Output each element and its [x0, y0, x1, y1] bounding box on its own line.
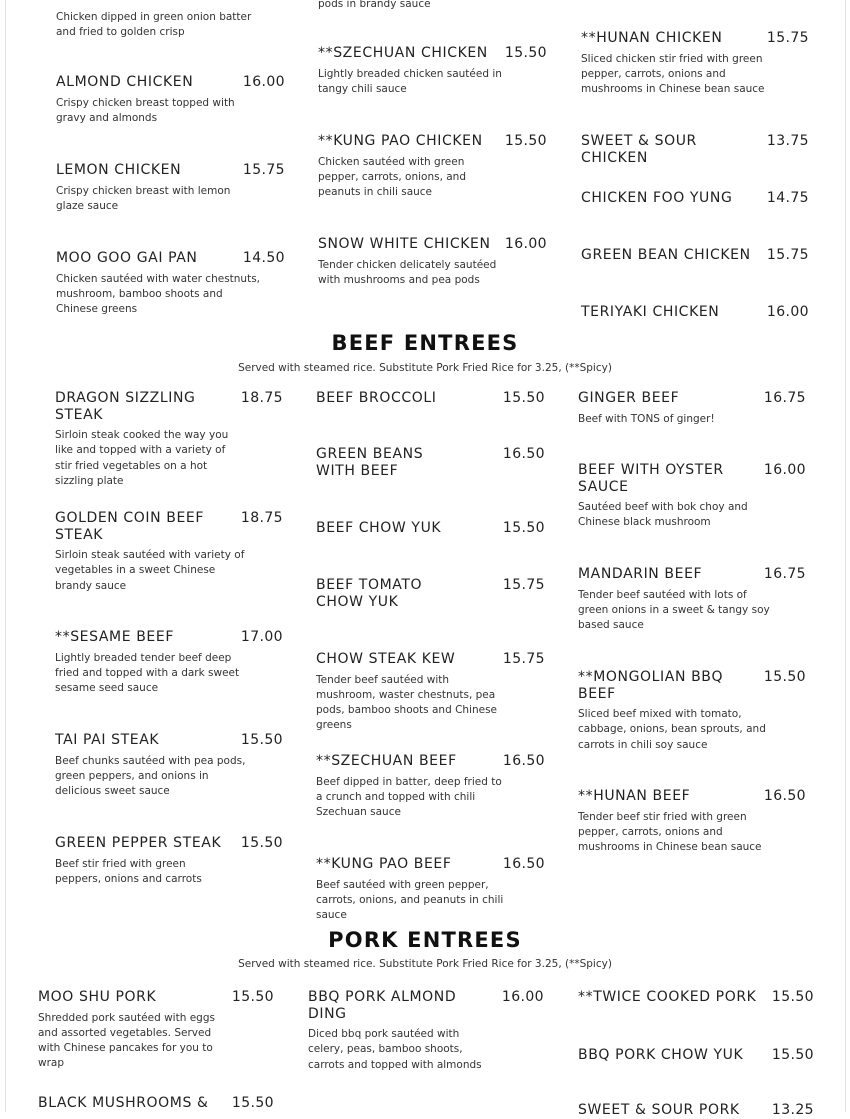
menu-item: [581, 30, 809, 97]
item-name: **SZECHUAN CHICKEN: [318, 45, 488, 61]
item-description: Tender beef sautéed with lots of green onions in a sweet & tangy soy based sauce: [578, 588, 770, 632]
item-name: MANDARIN BEEF: [578, 566, 703, 582]
item-price: 15.75: [502, 651, 545, 667]
menu-item: [318, 45, 547, 97]
item-price: 16.50: [763, 788, 806, 804]
item-name: SNOW WHITE CHICKEN: [318, 236, 491, 252]
menu-item-description: [56, 10, 256, 41]
section-subtitle-pork: Served with steamed rice. Substitute Pork Fried Rice for 3.25, (**Spicy): [238, 958, 612, 970]
item-description: Chicken sautéed with water chestnuts, mushroom, bamboo shoots and Chinese greens: [56, 272, 261, 316]
item-description: Lightly breaded tender beef deep fried and topped with a dark sweet sesame seed sauce: [55, 651, 240, 695]
item-price: 16.00: [766, 304, 809, 320]
menu-item: [318, 236, 547, 288]
item-name: BBQ PORK ALMOND DING: [308, 989, 457, 1022]
item-name: **HUNAN BEEF: [578, 788, 691, 804]
item-name: MOO SHU PORK: [38, 989, 157, 1005]
item-price: 15.50: [502, 390, 545, 406]
item-price: 15.50: [771, 989, 814, 1005]
menu-item: [38, 1095, 274, 1112]
item-price: 16.00: [242, 74, 285, 90]
item-name: GREEN BEAN CHICKEN: [581, 247, 751, 263]
item-price: 15.50: [231, 989, 274, 1005]
section-subtitle-beef: Served with steamed rice. Substitute Pork Fried Rice for 3.25, (**Spicy): [238, 362, 612, 374]
menu-item: [578, 669, 806, 753]
menu-item: [578, 462, 806, 531]
menu-item: [316, 651, 545, 734]
item-name: GREEN BEANS WITH BEEF: [316, 446, 424, 479]
item-name: **KUNG PAO CHICKEN: [318, 133, 483, 149]
item-price: 16.50: [502, 446, 545, 462]
item-price: 16.00: [763, 462, 806, 478]
section-title-beef: BEEF ENTREES: [331, 331, 519, 355]
item-price: 16.50: [502, 856, 545, 872]
item-description: Shredded pork sautéed with eggs and assorted vegetables. Served with Chinese pancakes for you to wrap: [38, 1011, 215, 1070]
item-price: 16.75: [763, 390, 806, 406]
menu-item: [316, 577, 545, 610]
menu-item: [316, 390, 545, 407]
menu-item: [55, 390, 283, 489]
menu-item: [578, 566, 806, 633]
menu-item: [55, 629, 283, 696]
item-name: GOLDEN COIN BEEF STEAK: [55, 510, 205, 543]
item-price: 15.75: [242, 162, 285, 178]
menu-item: [308, 989, 544, 1073]
item-description: Crispy chicken breast with lemon glaze sauce: [56, 184, 231, 212]
item-description: Tender beef sautéed with mushroom, waster chestnuts, pea pods, bamboo shoots and Chinese greens: [316, 673, 498, 732]
menu-item: [316, 520, 545, 537]
menu-item: [578, 989, 814, 1006]
item-price: 16.50: [502, 753, 545, 769]
menu-item: [316, 446, 545, 479]
item-price: 15.50: [771, 1047, 814, 1063]
item-name: GREEN PEPPER STEAK: [55, 835, 222, 851]
item-price: 15.75: [766, 247, 809, 263]
item-name: GINGER BEEF: [578, 390, 680, 406]
menu-item: [581, 247, 809, 264]
item-description: Sliced chicken stir fried with green pepper, carrots, onions and mushrooms in Chinese bean sauce: [581, 52, 765, 96]
item-price: 16.00: [501, 989, 544, 1005]
item-description: Crispy chicken breast topped with gravy and almonds: [56, 96, 235, 124]
item-description: Beef stir fried with green peppers, onions and carrots: [55, 857, 202, 885]
item-name: SWEET & SOUR PORK: [578, 1102, 740, 1118]
item-description: Diced bbq pork sautéed with celery, peas, bamboo shoots, carrots and topped with almonds: [308, 1028, 482, 1071]
item-price: 15.50: [504, 133, 547, 149]
item-price: 18.75: [240, 390, 283, 406]
item-price: 16.00: [504, 236, 547, 252]
item-name: LEMON CHICKEN: [56, 162, 182, 178]
item-description: Sirloin steak cooked the way you like and topped with a variety of stir fried vegetables on a hot sizzling plate: [55, 429, 229, 487]
item-name: BBQ PORK CHOW YUK: [578, 1047, 744, 1063]
item-name: SWEET & SOUR CHICKEN: [581, 133, 697, 166]
menu-item: [581, 190, 809, 207]
menu-item: [55, 732, 283, 799]
menu-item: [578, 788, 806, 855]
menu-item: [56, 74, 285, 126]
menu-item: [578, 390, 806, 427]
item-name: BEEF TOMATO CHOW YUK: [316, 577, 423, 610]
item-description: pods in brandy sauce: [318, 0, 431, 10]
item-price: 15.75: [502, 577, 545, 593]
item-price: 18.75: [240, 510, 283, 526]
item-name: DRAGON SIZZLING STEAK: [55, 390, 196, 423]
item-description: Beef sautéed with green pepper, carrots, onions, and peanuts in chili sauce: [316, 878, 504, 922]
item-description: Sautéed beef with bok choy and Chinese black mushroom: [578, 501, 748, 529]
item-name: CHOW STEAK KEW: [316, 651, 456, 667]
item-name: CHICKEN FOO YUNG: [581, 190, 733, 206]
menu-item: [38, 989, 274, 1072]
item-description: Beef chunks sautéed with pea pods, green peppers, and onions in delicious sweet sauce: [55, 754, 246, 798]
item-description: Chicken sautéed with green pepper, carrots, onions, and peanuts in chili sauce: [318, 155, 466, 199]
item-description: Lightly breaded chicken sautéed in tangy chili sauce: [318, 67, 502, 95]
menu-item: [318, 133, 547, 200]
item-price: 15.50: [504, 45, 547, 61]
item-name: BEEF BROCCOLI: [316, 390, 437, 406]
section-title-pork: PORK ENTREES: [328, 928, 522, 952]
item-name: BEEF CHOW YUK: [316, 520, 442, 536]
menu-item: [55, 835, 283, 887]
item-description: Sirloin steak sautéed with variety of vegetables in a sweet Chinese brandy sauce: [55, 549, 245, 592]
menu-item: [316, 856, 545, 923]
item-price: 15.50: [502, 520, 545, 536]
item-description: Tender chicken delicately sautéed with mushrooms and pea pods: [318, 258, 497, 286]
item-name: **SZECHUAN BEEF: [316, 753, 457, 769]
item-name: TERIYAKI CHICKEN: [581, 304, 720, 320]
menu-item: [55, 510, 283, 594]
item-price: 14.50: [242, 250, 285, 266]
menu-item-description: [318, 0, 518, 12]
item-name: BEEF WITH OYSTER SAUCE: [578, 462, 724, 495]
menu-item: [581, 133, 809, 166]
item-name: MOO GOO GAI PAN: [56, 250, 198, 266]
item-price: 17.00: [240, 629, 283, 645]
item-description: Tender beef stir fried with green pepper, carrots, onions and mushrooms in Chinese bean sauce: [578, 810, 762, 854]
menu-item: [56, 162, 285, 214]
item-price: 13.75: [766, 133, 809, 149]
item-price: 15.50: [231, 1095, 274, 1111]
menu-item: [316, 753, 545, 820]
item-price: 13.25: [771, 1102, 814, 1118]
item-price: 15.75: [766, 30, 809, 46]
item-price: 16.75: [763, 566, 806, 582]
item-name: BLACK MUSHROOMS &: [38, 1095, 209, 1111]
menu-item: [581, 304, 809, 321]
item-price: 15.50: [240, 835, 283, 851]
item-name: **KUNG PAO BEEF: [316, 856, 452, 872]
item-description: Beef with TONS of ginger!: [578, 412, 715, 425]
menu-item: [578, 1047, 814, 1064]
item-name: ALMOND CHICKEN: [56, 74, 194, 90]
item-description: Chicken dipped in green onion batter and fried to golden crisp: [56, 11, 252, 39]
menu-item: [56, 250, 285, 317]
item-name: TAI PAI STEAK: [55, 732, 160, 748]
item-name: **SESAME BEEF: [55, 629, 174, 645]
item-price: 15.50: [240, 732, 283, 748]
item-description: Sliced beef mixed with tomato, cabbage, onions, bean sprouts, and carrots in chili soy sauce: [578, 708, 766, 751]
item-name: **MONGOLIAN BBQ BEEF: [578, 669, 724, 702]
item-name: **HUNAN CHICKEN: [581, 30, 723, 46]
item-price: 14.75: [766, 190, 809, 206]
menu-item: [578, 1102, 814, 1119]
item-name: **TWICE COOKED PORK: [578, 989, 757, 1005]
item-price: 15.50: [763, 669, 806, 685]
item-description: Beef dipped in batter, deep fried to a crunch and topped with chili Szechuan sauce: [316, 775, 502, 819]
